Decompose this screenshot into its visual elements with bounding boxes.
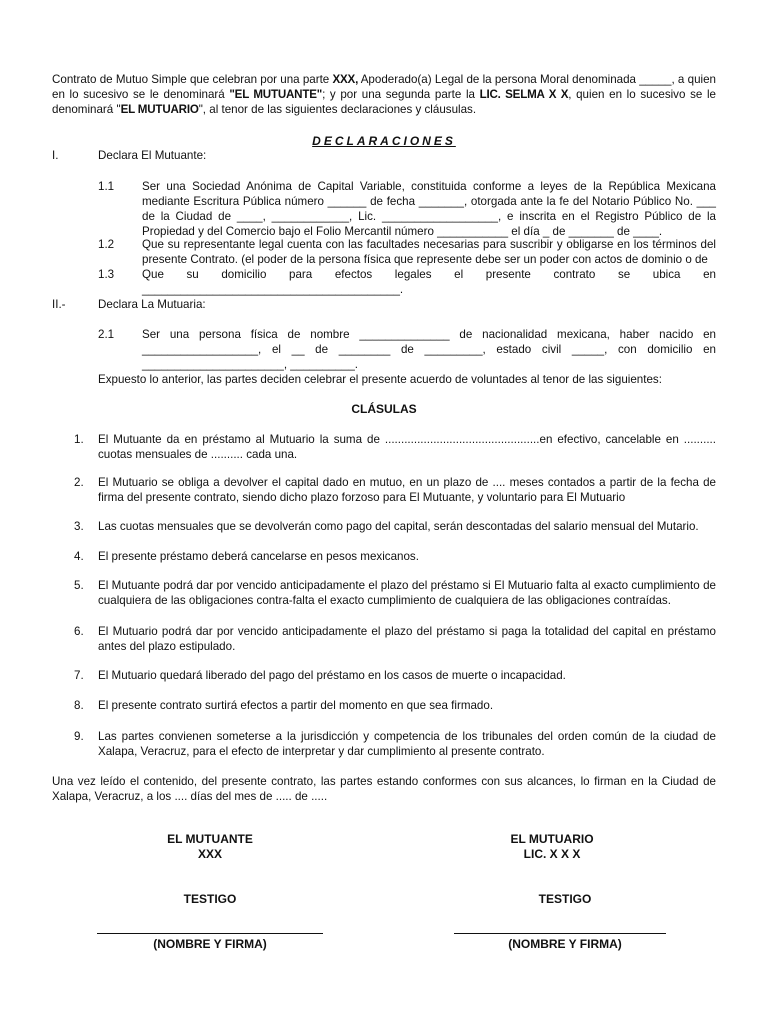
intro-text-1: Contrato de Mutuo Simple que celebran por una parte: [52, 73, 333, 86]
mutuante-signer: XXX: [197, 847, 222, 861]
clause-number: 1.: [74, 433, 84, 446]
mutuante-signature-block: [110, 832, 310, 862]
name-signature-caption-left: (NOMBRE Y FIRMA): [153, 937, 267, 951]
declaration-item: [98, 267, 716, 297]
clause-text: Las partes convienen someterse a la jurisdicción y competencia de los tribunales del orden común de la ciudad de Xalapa, Veracruz, para el efecto de interpretar y dar cumplimiento al presente contrato.: [98, 730, 716, 758]
item-number: 1.2: [98, 238, 115, 251]
declaration-item: [98, 179, 716, 239]
witness-left-label: TESTIGO: [183, 892, 237, 906]
name-signature-caption-right: (NOMBRE Y FIRMA): [508, 937, 622, 951]
clause-text: El Mutuante da en préstamo al Mutuario la suma de ................................................en efectivo, cancelable en .......... cuotas mensuales de .......... cada una.: [98, 433, 716, 461]
clause-text: El Mutuario se obliga a devolver el capital dado en mutuo, en un plazo de .... meses contados a partir de la fecha de firma del presente contrato, siendo dicho plazo forzoso para El Mutuante, y voluntario para El Mutuario: [98, 476, 716, 504]
witness-right-label: TESTIGO: [538, 892, 592, 906]
clause-number: 5.: [74, 579, 84, 592]
clause-item: [52, 519, 716, 534]
clause-item: [52, 475, 716, 505]
intro-paragraph: [52, 72, 716, 117]
clause-item: [52, 698, 716, 713]
clause-item: [52, 578, 716, 608]
closing-paragraph: Una vez leído el contenido, del presente contrato, las partes estando conformes con sus alcances, lo firman en la Ciudad de Xalapa, Veracruz, a los .... días del mes de ..... de .....: [52, 775, 716, 803]
clause-text: El presente préstamo deberá cancelarse en pesos mexicanos.: [98, 550, 419, 563]
section-number: II.-: [52, 298, 66, 311]
item-text: Que su domicilio para efectos legales el presente contrato se ubica en ________________________________________.: [142, 268, 716, 296]
intro-text-5: ", al tenor de las siguientes declaraciones y cláusulas.: [198, 103, 477, 116]
clause-number: 4.: [74, 550, 84, 563]
item-text: Ser una persona física de nombre ______________ de nacionalidad mexicana, haber nacido en __________________, el __ de ________ de _________, estado civil _____, con domicilio en ______________________, __________.: [142, 328, 716, 371]
clause-number: 7.: [74, 669, 84, 682]
item-number: 1.1: [98, 180, 115, 193]
clause-item: [52, 549, 716, 564]
clause-text: El Mutuario podrá dar por vencido anticipadamente el plazo del préstamo si paga la totalidad del capital en préstamo antes del plazo estipulado.: [98, 625, 716, 653]
clause-number: 2.: [74, 476, 84, 489]
clause-item: [52, 624, 716, 654]
mutuante-alias: "EL MUTUANTE": [229, 88, 323, 101]
signature-line-left: [97, 933, 323, 934]
clause-number: 9.: [74, 730, 84, 743]
mutuario-alias: EL MUTUARIO: [120, 103, 199, 116]
clause-text: El Mutuario quedará liberado del pago del préstamo en los casos de muerte o incapacidad.: [98, 669, 566, 682]
clause-number: 3.: [74, 520, 84, 533]
mutuante-name: XXX,: [332, 73, 359, 86]
item-number: 2.1: [98, 328, 115, 341]
declaraciones-heading: DECLARACIONES: [312, 134, 456, 148]
clause-number: 8.: [74, 699, 84, 712]
mutuaria-name: LIC. SELMA X X: [479, 88, 569, 101]
section-title: Declara El Mutuante:: [98, 149, 207, 162]
intro-text-2: Apoderado(a) Legal de la persona Moral denominada _____, a quien en lo sucesivo se le denominará: [52, 73, 716, 101]
section-title: Declara La Mutuaria:: [98, 298, 206, 311]
expuesto-paragraph: Expuesto lo anterior, las partes deciden celebrar el presente acuerdo de voluntades al tenor de las siguientes:: [98, 373, 662, 386]
item-text: Que su representante legal cuenta con las facultades necesarias para suscribir y obligarse en los términos del presente Contrato. (el poder de la persona física que represente debe ser un poder con actos de dominio o de: [142, 238, 716, 266]
mutuario-signature-block: [452, 832, 652, 862]
clause-item: [52, 432, 716, 462]
mutuario-role: EL MUTUARIO: [510, 832, 594, 846]
clause-item: [52, 668, 716, 683]
clause-text: Las cuotas mensuales que se devolverán como pago del capital, serán descontadas del salario mensual del Mutario.: [98, 520, 699, 533]
mutuante-role: EL MUTUANTE: [167, 832, 253, 846]
intro-text-3: ; y por una segunda parte la: [322, 88, 480, 101]
section-number: I.: [52, 149, 59, 162]
declaration-item: [98, 237, 716, 267]
item-number: 1.3: [98, 268, 115, 281]
signature-line-right: [454, 933, 666, 934]
clause-text: El Mutuante podrá dar por vencido anticipadamente el plazo del préstamo si El Mutuario falta al exacto cumplimiento de cualquiera de las obligaciones contra-falta el exacto cumplimiento de cualquiera de las obligaciones contraídas.: [98, 579, 716, 607]
mutuario-signer: LIC. X X X: [523, 847, 581, 861]
clause-item: [52, 729, 716, 759]
clause-number: 6.: [74, 625, 84, 638]
clausulas-heading: CLÁSULAS: [351, 402, 417, 416]
item-text: Ser una Sociedad Anónima de Capital Variable, constituida conforme a leyes de la República Mexicana mediante Escritura Pública número ______ de fecha _______, otorgada ante la fe del Notario Público No. ___ de la Ciudad de ____, ____________, Lic. __________________, e inscrita en el Registro Público de la Propiedad y del Comercio bajo el Folio Mercantil número ___________ el día _ de _______ de ____.: [142, 180, 716, 238]
clause-text: El presente contrato surtirá efectos a partir del momento en que sea firmado.: [98, 699, 494, 712]
declaration-item: [98, 327, 716, 372]
intro-text-4: , quien en lo sucesivo se le denominará ": [52, 88, 716, 116]
